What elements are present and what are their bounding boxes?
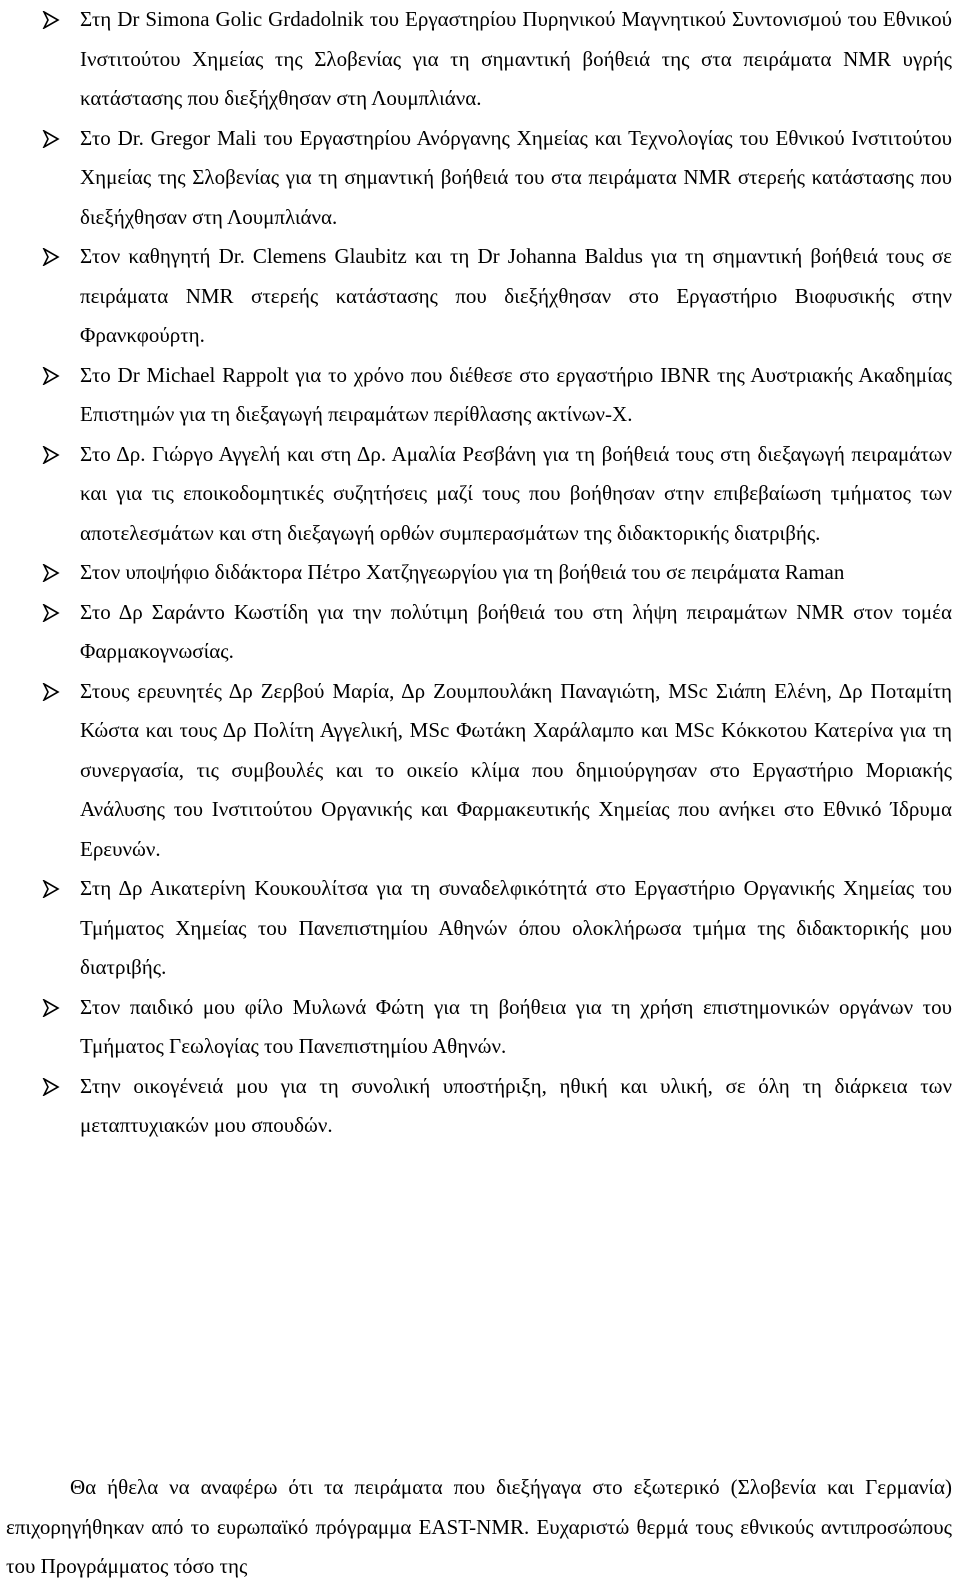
list-item <box>0 672 960 870</box>
list-item-text: Στους ερευνητές Δρ Ζερβού Μαρία, Δρ Ζουμπουλάκη Παναγιώτη, MSc Σιάπη Ελένη, Δρ Ποταμίτη Κώστα και τους Δρ Πολίτη Αγγελική, MSc Φωτάκη Χαράλαμπο και MSc Κόκκοτου Κατερίνα για τη συνεργασία, τις συμβουλές και το οικείο κλίμα που δημιούργησαν στο Εργαστήριο Μοριακής Ανάλυσης του Ινστιτούτου Οργανικής και Φαρμακευτικής Χημείας που ανήκει στο Εθνικό Ίδρυμα Ερευνών. <box>80 678 952 861</box>
list-item-text: Στο Δρ. Γιώργο Αγγελή και στη Δρ. Αμαλία Ρεσβάνη για τη βοήθειά τους στη διεξαγωγή πειραμάτων και για τις εποικοδομητικές συζητήσεις μαζί τους που βοήθησαν στην επιβεβαίωση τμήματος των αποτελεσμάτων και στη διεξαγωγή ορθών συμπερασμάτων της διδακτορικής διατριβής. <box>80 441 952 545</box>
list-item-text: Στο Dr Michael Rappolt για το χρόνο που διέθεσε στο εργαστήριο IBNR της Αυστριακής Ακαδημίας Επιστημών για τη διεξαγωγή πειραμάτων περίθλασης ακτίνων-Χ. <box>80 362 952 426</box>
list-item <box>0 1067 960 1146</box>
arrowhead-bullet-icon <box>42 999 60 1017</box>
arrowhead-bullet-icon <box>42 367 60 385</box>
list-item <box>0 869 960 988</box>
list-item <box>0 988 960 1067</box>
closing-paragraph: Θα ήθελα να αναφέρω ότι τα πειράματα που διεξήγαγα στο εξωτερικό (Σλοβενία και Γερμανία) επιχορηγήθηκαν από το ευρωπαϊκό πρόγραμμα EAST-NMR. Ευχαριστώ θερμά τους εθνικούς αντιπροσώπους του Προγράμματος τόσο της <box>6 1475 952 1578</box>
list-item-text: Στην οικογένειά μου για τη συνολική υποστήριξη, ηθική και υλική, σε όλη τη διάρκεια των μεταπτυχιακών μου σπουδών. <box>80 1073 952 1137</box>
arrowhead-bullet-icon <box>42 446 60 464</box>
list-item <box>0 435 960 554</box>
list-item <box>0 237 960 356</box>
arrowhead-bullet-icon <box>42 248 60 266</box>
list-item-text: Στον υποψήφιο διδάκτορα Πέτρο Χατζηγεωργίου για τη βοήθειά του σε πειράματα Raman <box>80 560 845 584</box>
arrowhead-bullet-icon <box>42 604 60 622</box>
arrowhead-bullet-icon <box>42 564 60 582</box>
list-item-text: Στη Dr Simona Golic Grdadolnik του Εργαστηρίου Πυρηνικού Μαγνητικού Συντονισμού του Εθνικού Ινστιτούτου Χημείας της Σλοβενίας για τη σημαντική βοήθειά της στα πειράματα NMR υγρής κατάστασης που διεξήχθησαν στη Λουμπλιάνα. <box>80 7 952 110</box>
list-item <box>0 0 960 119</box>
list-item <box>0 553 960 593</box>
list-item-text: Στο Dr. Gregor Mali του Εργαστηρίου Ανόργανης Χημείας και Τεχνολογίας του Εθνικού Ινστιτούτου Χημείας της Σλοβενίας για τη σημαντική βοήθειά του στα πειράματα NMR στερεής κατάστασης που διεξήχθησαν στη Λουμπλιάνα. <box>80 125 952 229</box>
arrowhead-bullet-icon <box>42 130 60 148</box>
list-item-text: Στη Δρ Αικατερίνη Κουκουλίτσα για τη συναδελφικότητά στο Εργαστήριο Οργανικής Χημείας του Τμήματος Χημείας του Πανεπιστημίου Αθηνών όπου ολοκλήρωσα τμήμα της διδακτορικής μου διατριβής. <box>80 876 952 979</box>
list-item <box>0 119 960 238</box>
list-item-text: Στον καθηγητή Dr. Clemens Glaubitz και τη Dr Johanna Baldus για τη σημαντική βοήθειά τους σε πειράματα NMR στερεής κατάστασης που διεξήχθησαν στο Εργαστήριο Βιοφυσικής στην Φρανκφούρτη. <box>80 244 952 347</box>
arrowhead-bullet-icon <box>42 683 60 701</box>
list-item-text: Στο Δρ Σαράντο Κωστίδη για την πολύτιμη βοήθειά του στη λήψη πειραμάτων NMR στον τομέα Φαρμακογνωσίας. <box>80 599 952 663</box>
list-item <box>0 593 960 672</box>
arrowhead-bullet-icon <box>42 880 60 898</box>
arrowhead-bullet-icon <box>42 1078 60 1096</box>
arrowhead-bullet-icon <box>42 11 60 29</box>
list-item <box>0 356 960 435</box>
list-item-text: Στον παιδικό μου φίλο Μυλωνά Φώτη για τη βοήθεια για τη χρήση επιστημονικών οργάνων του Τμήματος Γεωλογίας του Πανεπιστημίου Αθηνών. <box>80 994 952 1058</box>
